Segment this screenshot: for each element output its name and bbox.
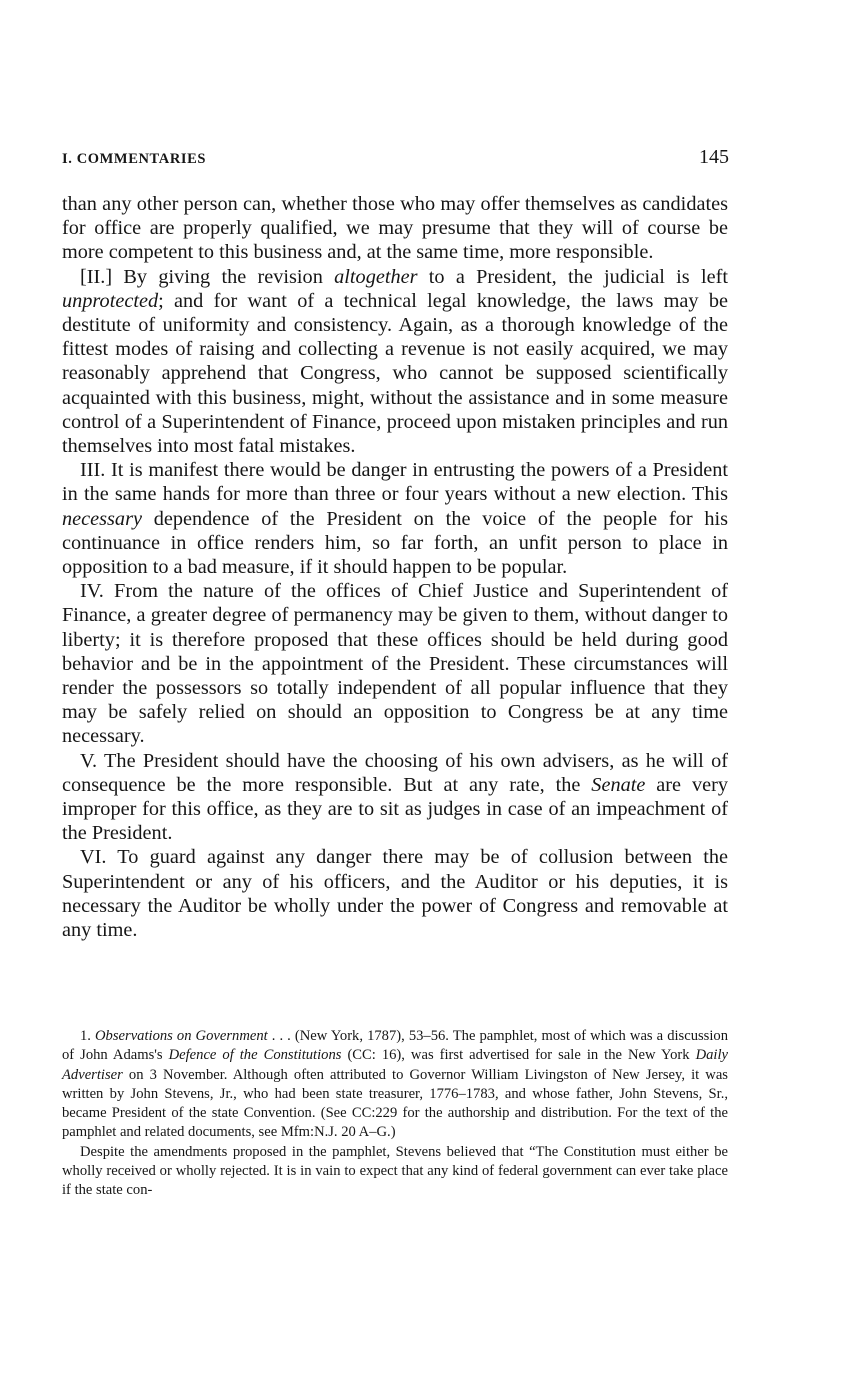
italic-text: Senate (591, 773, 646, 796)
text-run: IV. From the nature of the offices of Chief Justice and Superintendent of Finance, a greater degree of permanency may be given to them, without danger to liberty; it is therefore proposed that these offices should be held during good behavior and be in the appointment of the President. These circumstances will render the possessors so totally independent of all popular influence that they may be safely relied on should an opposition to Congress be at any time necessary. (62, 580, 728, 748)
text-run: Despite the amendments proposed in the pamphlet, Stevens believed that “The Constitution must either be wholly received or wholly rejected. It is in vain to expect that any kind of federal government can ever take place if the state con- (62, 1143, 728, 1199)
paragraph-point-4 (62, 579, 728, 748)
italic-text: unprotected (62, 289, 159, 312)
page-number: 145 (699, 146, 729, 168)
paragraph-point-2 (62, 265, 728, 459)
text-run: dependence of the President on the voice of the people for his continuance in office renders him, so far forth, an unfit person to place in opposition to a bad measure, if it should happen to be popular. (62, 507, 728, 579)
text-run: than any other person can, whether those who may offer themselves as candidates for office are properly qualified, we may presume that they will of course be more competent to this business and, at the same time, more responsible. (62, 193, 728, 264)
text-run: ; and for want of a technical legal knowledge, the laws may be destitute of uniformity and consistency. Again, as a thorough knowledge of the fittest modes of raising and collecting a revenue is not easily acquired, we may reasonably apprehend that Congress, who cannot be supposed scientifically acquainted with this business, might, without the assistance and in some measure control of a Superintendent of Finance, proceed upon mistaken principles and run themselves into most fatal mistakes. (62, 289, 728, 458)
italic-text: Defence of the Constitutions (168, 1047, 342, 1064)
text-run: V. The President should have the choosing of his own advisers, as he will of consequence be the more responsible. But at any rate, the (62, 749, 728, 796)
page-header (62, 146, 729, 169)
paragraph-continuation (62, 192, 728, 265)
footnote-note-1-cont (62, 1143, 728, 1201)
text-run: . . . (New York, 1787), 53–56. The pamphlet, most of which was a discussion of John Adams's (62, 1028, 729, 1064)
text-run: (CC: 16), was first advertised for sale in the New York (341, 1047, 696, 1064)
italic-text: altogether (334, 265, 418, 288)
italic-text: necessary (62, 507, 142, 530)
footnotes (62, 1027, 728, 1201)
text-run: VI. To guard against any danger there may be of collusion between the Superintendent or any of his officers, and the Auditor or his deputies, it is necessary the Auditor be wholly under the power of Congress and removable at any time. (62, 846, 728, 942)
paragraph-point-5 (62, 749, 728, 846)
footnote-note-1 (62, 1027, 728, 1143)
running-head: I. COMMENTARIES (62, 151, 207, 167)
italic-text: Daily Advertiser (62, 1047, 728, 1083)
body-text (62, 192, 728, 942)
text-run: to a President, the judicial is left (417, 265, 728, 288)
text-run: III. It is manifest there would be danger in entrusting the powers of a President in the same hands for more than three or four years without a new election. This (62, 459, 728, 506)
paragraph-point-6 (62, 845, 728, 942)
italic-text: Observations on Government (95, 1028, 268, 1044)
text-run: on 3 November. Although often attributed to Governor William Livingston of New Jersey, it was written by John Stevens, Jr., who had been state treasurer, 1776–1783, and whose father, John Stevens, Sr., became President of the state Convention. (See CC:229 for the authorship and distribution. For the text of the pamphlet and related documents, see Mfm:N.J. 20 A–G.) (62, 1066, 728, 1141)
text-run: [II.] By giving the revision (80, 265, 335, 288)
text-run: are very improper for this office, as they are to sit as judges in case of an impeachment of the President. (62, 773, 728, 845)
text-run: 1. (80, 1028, 96, 1044)
paragraph-point-3 (62, 458, 728, 579)
